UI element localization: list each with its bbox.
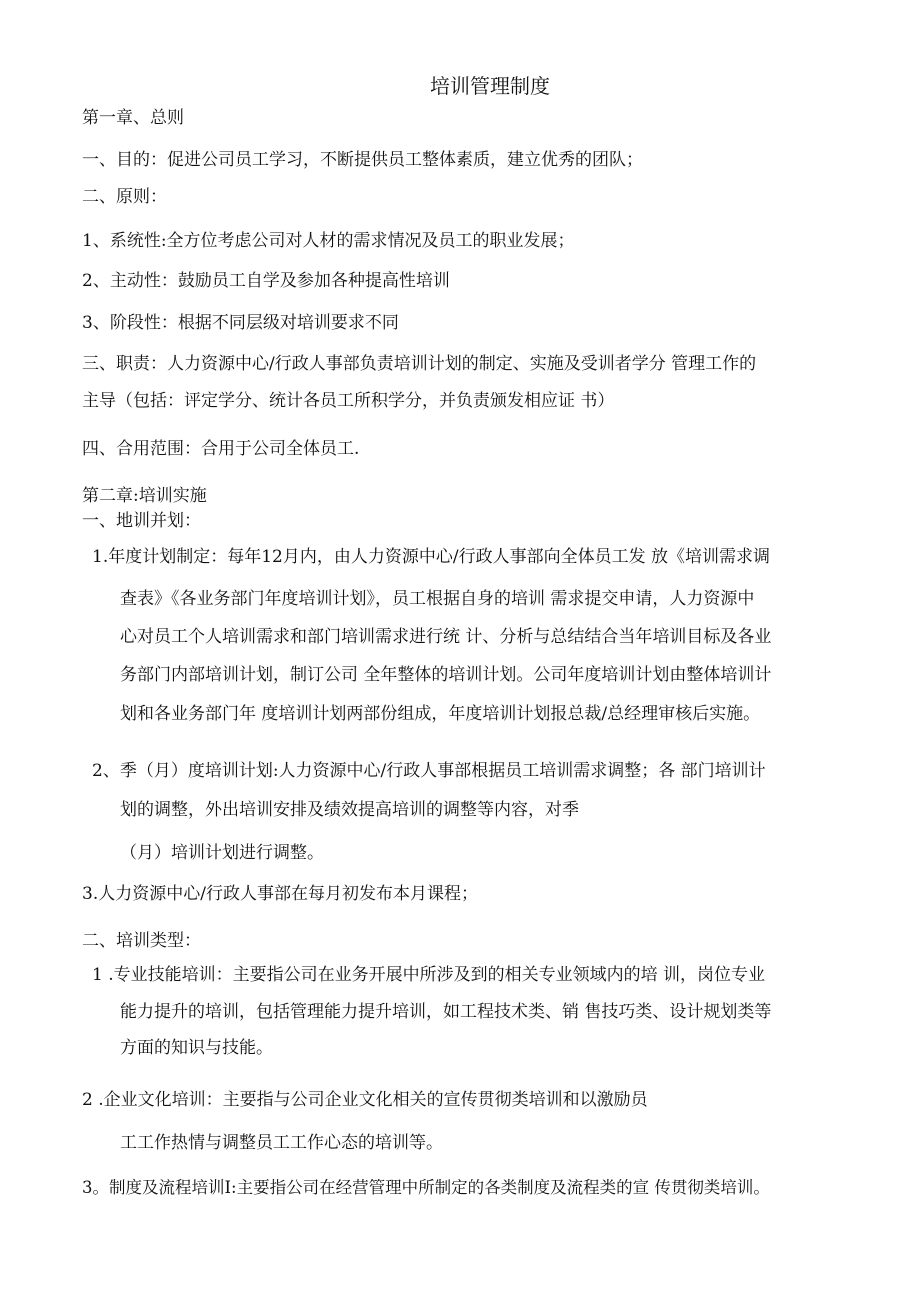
culture-training-line: 2 .企业文化培训：主要指与公司企业文化相关的宣传贯彻类培训和以激励员 [82,1090,648,1110]
principles-heading: 二、原则： [82,187,167,207]
professional-training-line: 1 .专业技能培训：主要指公司在业务开展中所涉及到的相关专业领域内的培 训，岗位专业 [92,965,766,985]
types-heading: 二、培训类型： [82,931,201,951]
scope-paragraph: 四、合用范围：合用于公司全体员工. [82,439,360,459]
culture-training-line: 工工作热情与调整员工工作心态的培训等。 [120,1133,443,1153]
page-title: 培训管理制度 [430,74,550,98]
principle-item: 1、系统性:全方位考虑公司对人材的需求情况及员工的职业发展； [82,231,575,251]
duties-paragraph-line: 三、职责：人力资源中心/行政人事部负责培训计划的制定、实施及受训者学分 管理工作的 [82,354,757,374]
duties-paragraph-line: 主导（包括：评定学分、统计各员工所积学分，并负责颁发相应证 书） [82,391,615,411]
quarterly-plan-line: 2、季（月）度培训计划:人力资源中心/行政人事部根据员工培训需求调整；各 部门培训计 [92,761,766,781]
annual-plan-line: 心对员工个人培训需求和部门培训需求进行统 计、分析与总结结合当年培训目标及各业 [120,627,772,647]
chapter2-heading: 第二章:培训实施 [82,486,207,506]
system-training-line: 3。制度及流程培训I:主要指公司在经营管理中所制定的各类制度及流程类的宣 传贯彻类培训。 [82,1178,770,1197]
annual-plan-line: 查表》《各业务部门年度培训计划》，员工根据自身的培训 需求提交申请，人力资源中 [120,589,755,609]
plan-heading: 一、地训并划： [82,511,201,531]
annual-plan-line: 1.年度计划制定：每年12月内，由人力资源中心/行政人事部向全体员工发 放《培训需求调 [92,547,770,567]
quarterly-plan-line: （月）培训计划进行调整。 [120,843,324,863]
annual-plan-line: 务部门内部培训计划，制订公司 全年整体的培训计划。公司年度培训计划由整体培训计 [120,665,772,685]
purpose-paragraph: 一、目的：促进公司员工学习，不断提供员工整体素质，建立优秀的团队； [82,150,643,170]
professional-training-line: 能力提升的培训，包括管理能力提升培训，如工程技术类、销 售技巧类、设计规划类等 [120,1002,772,1022]
principle-item: 3、阶段性：根据不同层级对培训要求不同 [82,313,399,333]
professional-training-line: 方面的知识与技能。 [120,1038,273,1058]
principle-item: 2、主动性：鼓励员工自学及参加各种提高性培训 [82,271,450,291]
quarterly-plan-line: 划的调整，外出培训安排及绩效提高培训的调整等内容，对季 [120,800,579,820]
chapter1-heading: 第一章、总则 [82,108,184,128]
monthly-courses-line: 3.人力资源中心/行政人事部在每月初发布本月课程； [82,884,478,904]
annual-plan-line: 划和各业务部门年 度培训计划两部份组成，年度培训计划报总裁/总经理审核后实施。 [120,704,761,724]
